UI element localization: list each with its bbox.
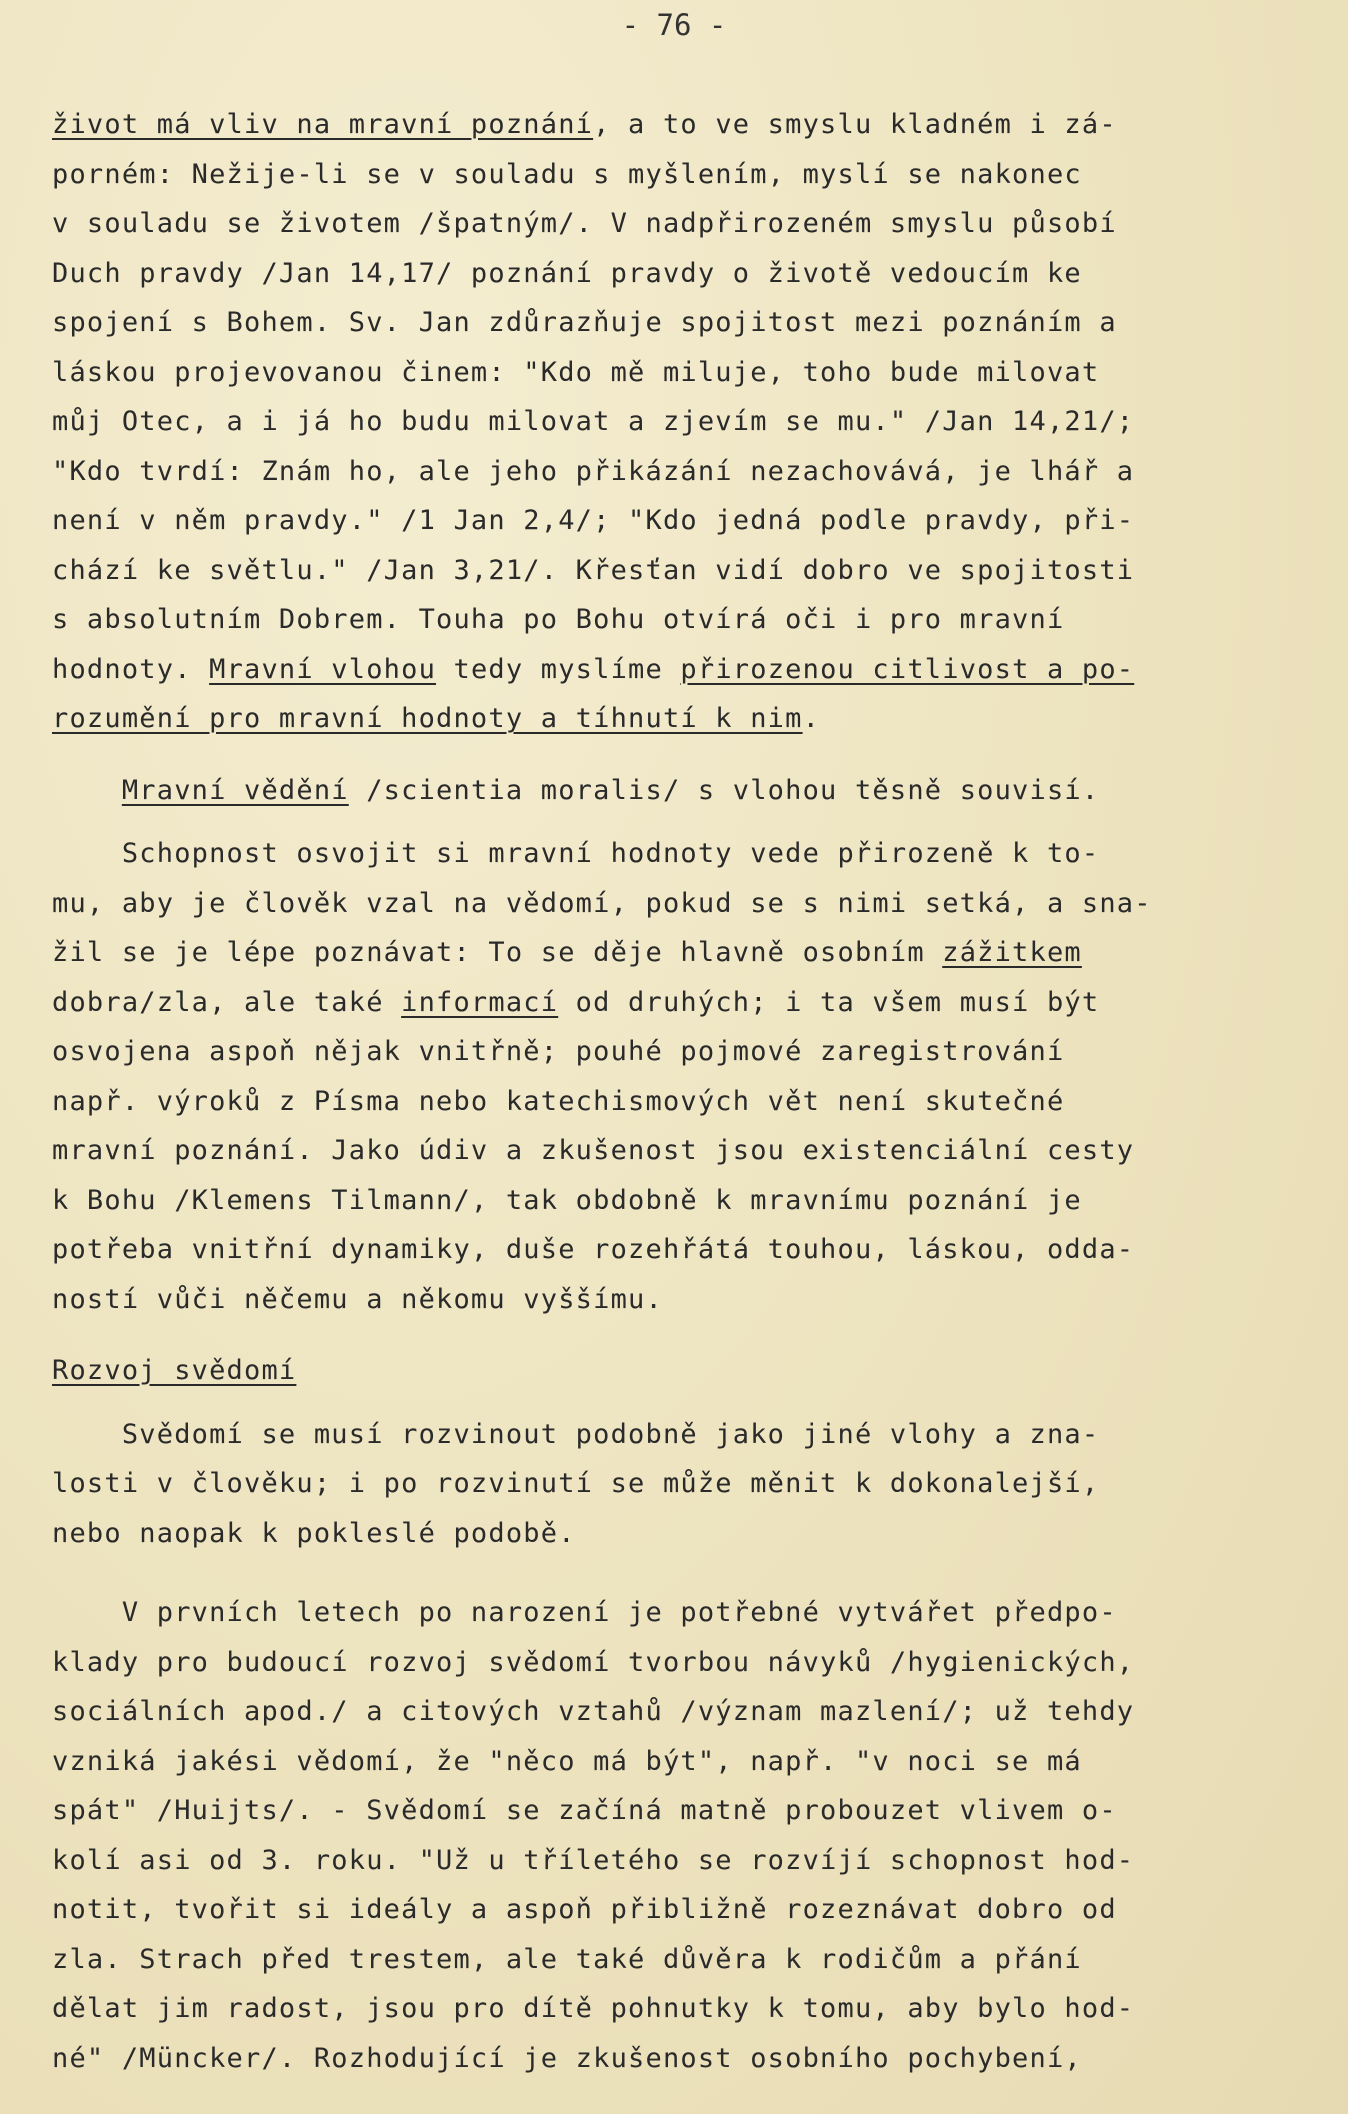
paragraph xyxy=(52,1588,1292,2083)
text-segment: např. výroků z Písma nebo katechismových vět není skutečné xyxy=(52,1085,1065,1117)
text-segment: s absolutním Dobrem. Touha po Bohu otvírá oči i pro mravní xyxy=(52,604,1065,635)
page-body xyxy=(52,100,1292,2083)
text-segment: hodnoty. xyxy=(52,653,210,685)
text-segment: , a to ve smyslu kladném i zá- xyxy=(593,109,1117,140)
text-line xyxy=(52,348,1292,398)
text-segment: porném: Nežije-li se v souladu s myšlením, myslí se nakonec xyxy=(52,158,1082,190)
text-segment: "Kdo tvrdí: Znám ho, ale jeho přikázání nezachovává, je lhář a xyxy=(52,455,1135,487)
paragraph-gap xyxy=(52,1558,1292,1588)
text-segment: V prvních letech po narození je potřebné vytvářet předpo- xyxy=(52,1597,1117,1628)
text-segment: chází ke světlu." /Jan 3,21/. Křesťan vidí dobro ve spojitosti xyxy=(52,554,1135,586)
text-line xyxy=(52,100,1292,150)
text-segment: kolí asi od 3. roku. "Už u tříletého se rozvíjí schopnost hod- xyxy=(52,1844,1135,1876)
text-segment: spát" /Huijts/. - Svědomí se začíná matně probouzet vlivem o- xyxy=(52,1795,1117,1826)
text-line xyxy=(52,694,1292,744)
text-line xyxy=(52,1410,1292,1460)
text-segment: né" /Müncker/. Rozhodující je zkušenost osobního pochybení, xyxy=(52,2042,1082,2074)
text-segment: od druhých; i ta všem musí být xyxy=(558,986,1100,1018)
text-line xyxy=(52,1126,1292,1176)
paragraph xyxy=(52,829,1292,1324)
text-segment: spojení s Bohem. Sv. Jan zdůrazňuje spojitost mezi poznáním a xyxy=(52,307,1117,338)
underlined-text: přirozenou citlivost a po- xyxy=(680,653,1135,685)
text-segment: můj Otec, a i já ho budu milovat a zjevím se mu." /Jan 14,21/; xyxy=(52,406,1135,437)
text-line xyxy=(52,1275,1292,1325)
underlined-text: rozumění pro mravní hodnoty a tíhnutí k nim xyxy=(52,703,803,734)
text-line xyxy=(52,1077,1292,1127)
text-segment: klady pro budoucí rozvoj svědomí tvorbou návyků /hygienických, xyxy=(52,1646,1135,1678)
paragraph-gap xyxy=(52,815,1292,829)
text-line xyxy=(52,645,1292,695)
text-line xyxy=(52,1638,1292,1688)
paragraph xyxy=(52,766,1292,816)
text-segment: dělat jim radost, jsou pro dítě pohnutky k tomu, aby bylo hod- xyxy=(52,1993,1135,2024)
text-segment: Duch pravdy /Jan 14,17/ poznání pravdy o životě vedoucím ke xyxy=(52,257,1082,289)
text-segment: potřeba vnitřní dynamiky, duše rozehřátá touhou, láskou, odda- xyxy=(52,1234,1135,1265)
text-segment: losti v člověku; i po rozvinutí se může měnit k dokonalejší, xyxy=(52,1468,1100,1499)
text-segment: v souladu se životem /špatným/. V nadpřirozeném smyslu působí xyxy=(52,208,1117,239)
text-line xyxy=(52,1346,1292,1396)
underlined-text: Mravní vlohou xyxy=(209,653,437,685)
text-segment: žil se je lépe poznávat: To se děje hlavně osobním xyxy=(52,937,943,968)
text-line xyxy=(52,546,1292,596)
text-line xyxy=(52,879,1292,929)
text-line xyxy=(52,766,1292,816)
text-line xyxy=(52,199,1292,249)
text-segment: mravní poznání. Jako údiv a zkušenost jsou existenciální cesty xyxy=(52,1135,1135,1166)
text-segment: tedy myslíme xyxy=(436,653,681,685)
paragraph-gap xyxy=(52,1396,1292,1410)
underlined-text: život má vliv na mravní poznání xyxy=(52,109,594,140)
page-number: - 76 - xyxy=(621,8,727,42)
text-line xyxy=(52,978,1292,1028)
text-segment: není v něm pravdy." /1 Jan 2,4/; "Kdo jedná podle pravdy, při- xyxy=(52,505,1135,536)
text-line xyxy=(52,1176,1292,1226)
text-segment: vzniká jakési vědomí, že "něco má být", např. "v noci se má xyxy=(52,1745,1082,1777)
text-segment: sociálních apod./ a citových vztahů /význam mazlení/; už tehdy xyxy=(52,1696,1135,1727)
text-line xyxy=(52,150,1292,200)
text-line xyxy=(52,1786,1292,1836)
text-line xyxy=(52,595,1292,645)
text-segment: láskou projevovanou činem: "Kdo mě miluje, toho bude milovat xyxy=(52,356,1100,388)
text-line xyxy=(52,447,1292,497)
text-segment: k Bohu /Klemens Tilmann/, tak obdobně k mravnímu poznání je xyxy=(52,1184,1082,1216)
text-line xyxy=(52,1687,1292,1737)
paragraph xyxy=(52,100,1292,744)
text-line xyxy=(52,829,1292,879)
text-line xyxy=(52,1459,1292,1509)
text-segment: mu, aby je člověk vzal na vědomí, pokud se s nimi setká, a sna- xyxy=(52,887,1152,919)
text-segment: nebo naopak k pokleslé podobě. xyxy=(52,1517,576,1549)
text-line xyxy=(52,1935,1292,1985)
text-line xyxy=(52,1836,1292,1886)
underlined-text: informací xyxy=(401,986,559,1018)
paragraph-gap xyxy=(52,744,1292,766)
underlined-text: Rozvoj svědomí xyxy=(52,1355,297,1386)
paragraph xyxy=(52,1346,1292,1396)
text-line xyxy=(52,1509,1292,1559)
paragraph-gap xyxy=(52,1324,1292,1346)
text-line xyxy=(52,249,1292,299)
underlined-text: zážitkem xyxy=(942,937,1082,968)
text-segment: Svědomí se musí rozvinout podobně jako jiné vlohy a zna- xyxy=(52,1418,1100,1450)
text-line xyxy=(52,928,1292,978)
underlined-text: Mravní vědění xyxy=(121,774,349,806)
text-segment: osvojena aspoň nějak vnitřně; pouhé pojmové zaregistrování xyxy=(52,1036,1065,1067)
paragraph xyxy=(52,1410,1292,1559)
text-line xyxy=(52,1588,1292,1638)
text-line xyxy=(52,1225,1292,1275)
text-segment: Schopnost osvojit si mravní hodnoty vede přirozeně k to- xyxy=(52,838,1100,869)
text-line xyxy=(52,1885,1292,1935)
text-line xyxy=(52,1737,1292,1787)
text-segment: /scientia moralis/ s vlohou těsně souvisí. xyxy=(348,774,1100,806)
text-line xyxy=(52,397,1292,447)
text-line xyxy=(52,1984,1292,2034)
text-segment: ností vůči něčemu a někomu vyššímu. xyxy=(52,1283,663,1315)
text-segment: dobra/zla, ale také xyxy=(52,986,402,1018)
text-segment: zla. Strach před trestem, ale také důvěra k rodičům a přání xyxy=(52,1943,1082,1975)
text-line xyxy=(52,1027,1292,1077)
text-segment: . xyxy=(802,703,821,734)
text-segment: notit, tvořit si ideály a aspoň přibližně rozeznávat dobro od xyxy=(52,1894,1117,1925)
text-segment xyxy=(52,775,122,806)
text-line xyxy=(52,2034,1292,2084)
text-line xyxy=(52,496,1292,546)
text-line xyxy=(52,298,1292,348)
